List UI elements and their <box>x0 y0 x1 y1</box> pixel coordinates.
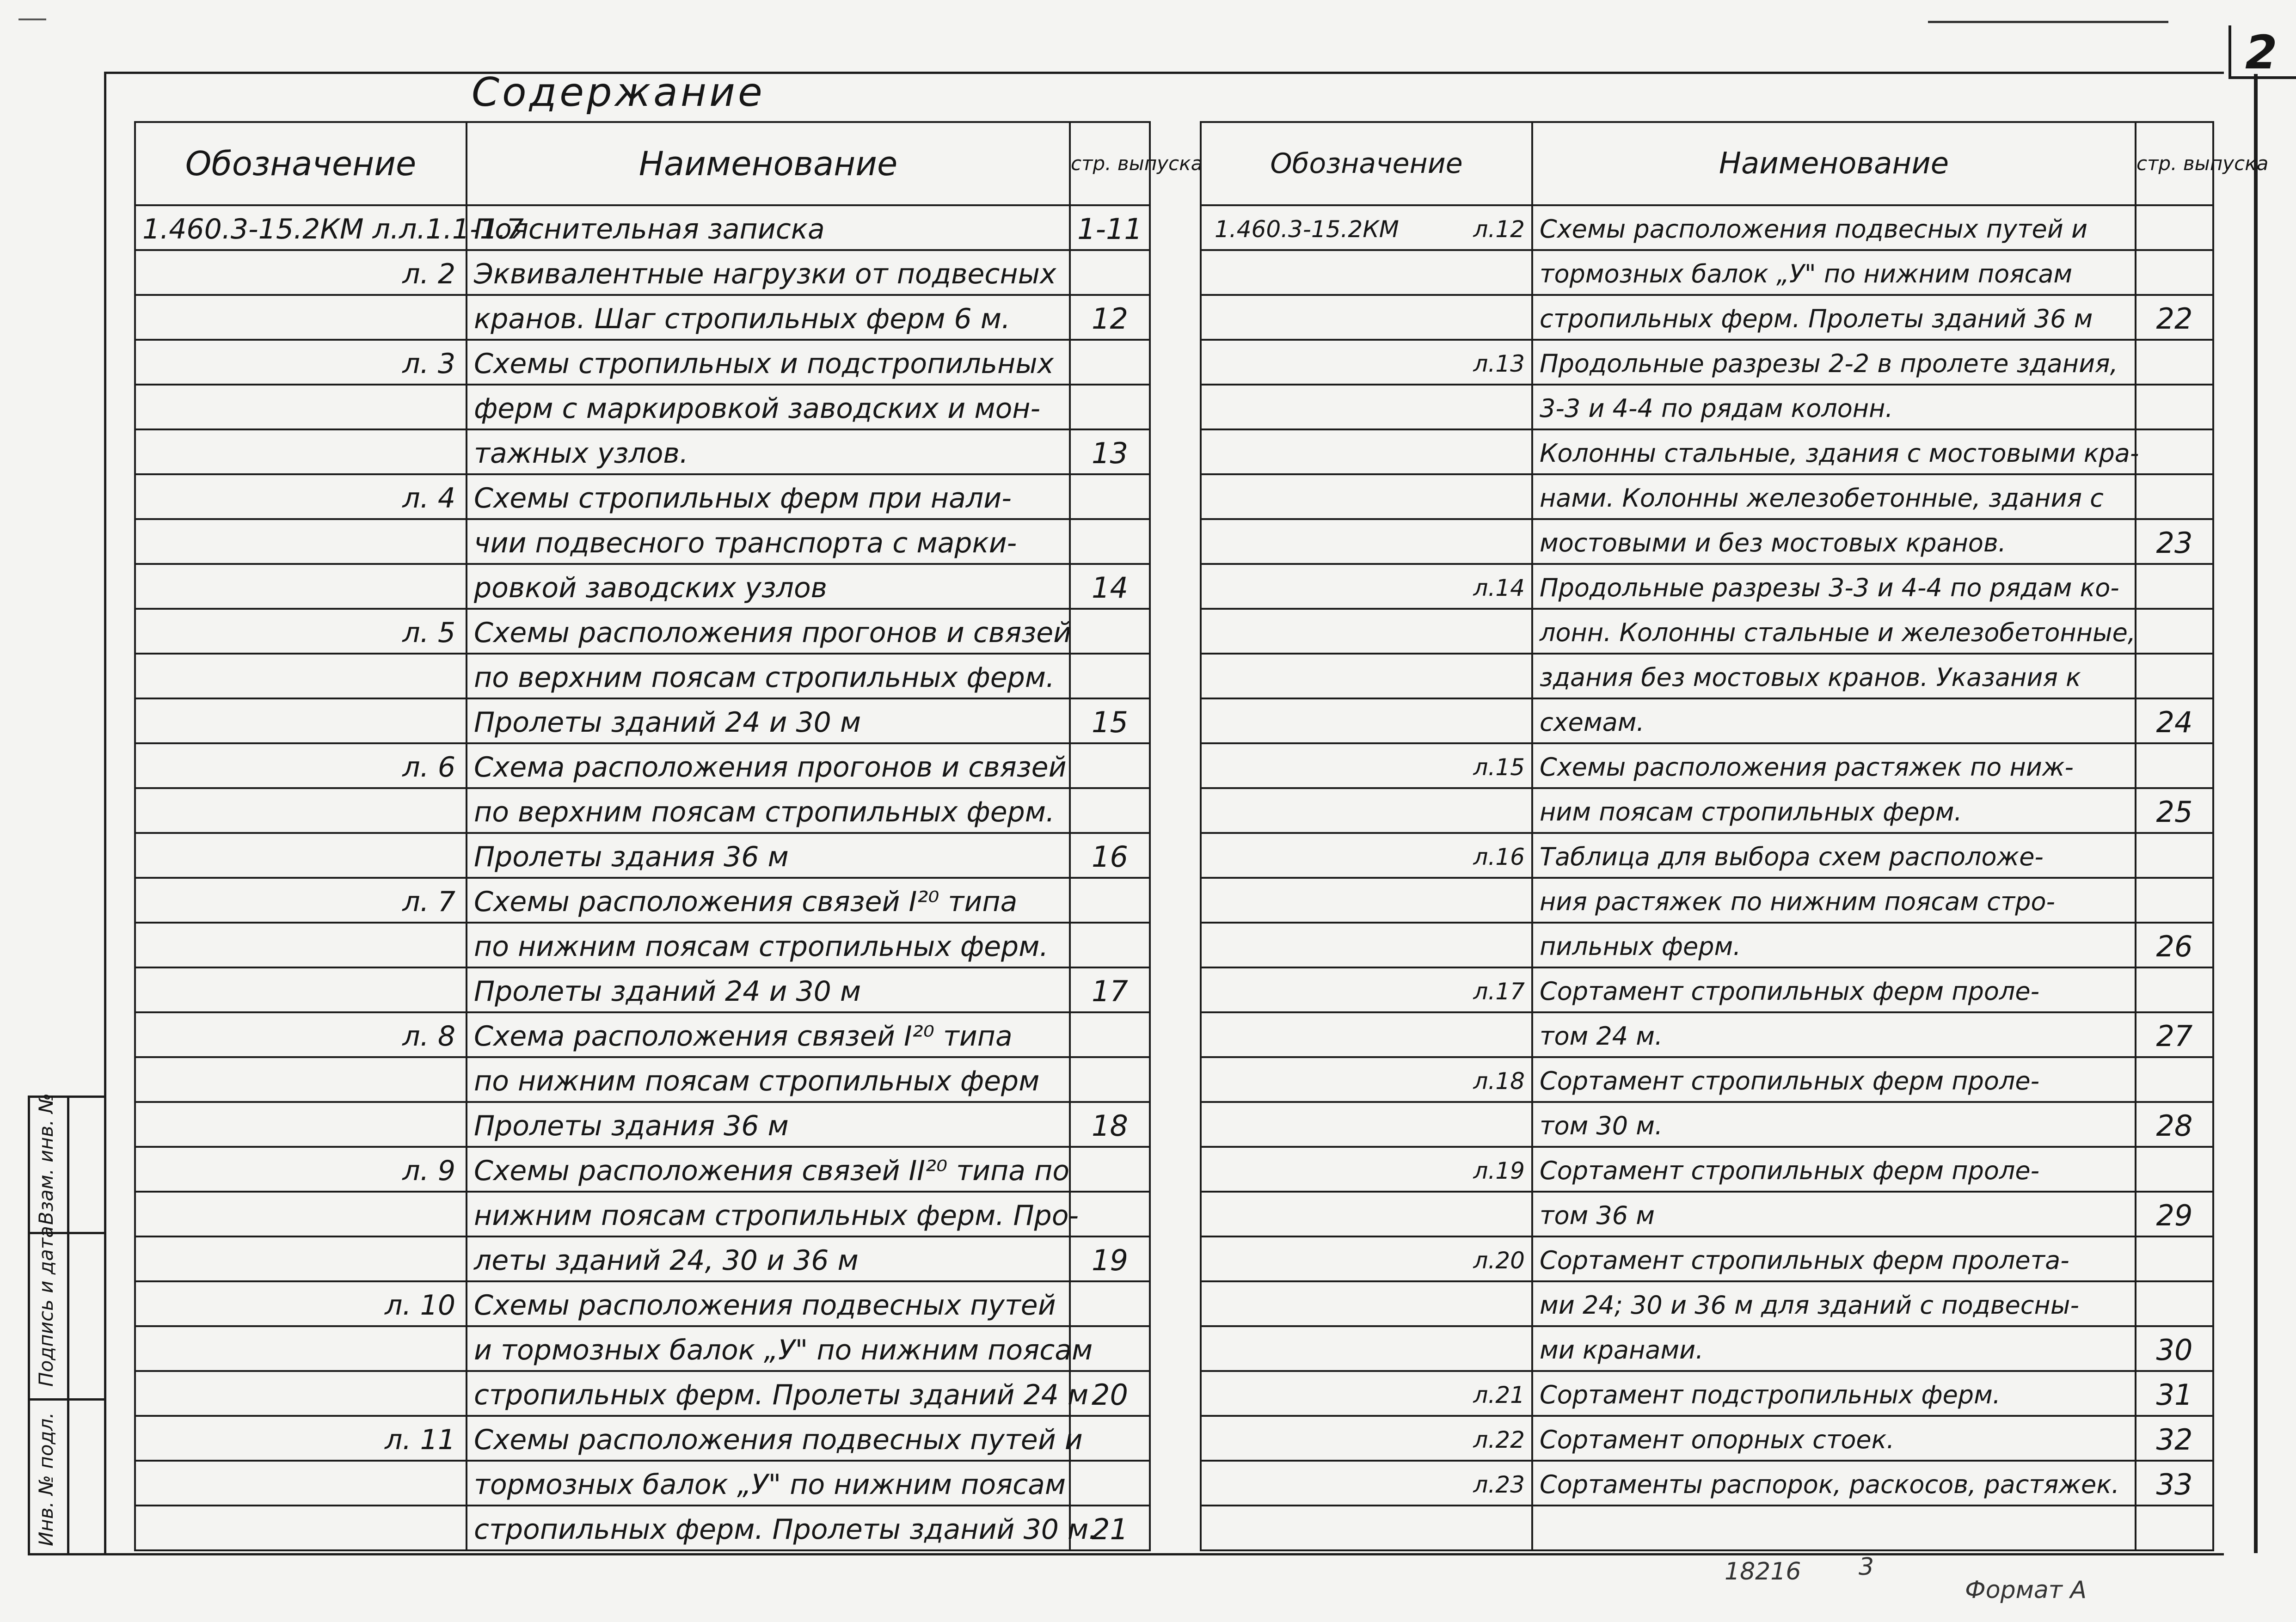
table-row <box>1201 295 2213 340</box>
row-name: ми кранами. <box>1540 1335 1704 1365</box>
row-name: Сортамент подстропильных ферм. <box>1540 1380 2001 1409</box>
row-designation-cell <box>1202 1241 1531 1280</box>
row-name: ми 24; 30 и 36 м для зданий с подвесны- <box>1540 1291 2079 1320</box>
table-row <box>1201 250 2213 295</box>
row-name: Пролеты здания 36 м <box>474 841 789 873</box>
stamp-sign-date: Подпись и дата <box>35 1226 57 1387</box>
table-row <box>135 788 1150 833</box>
table-row <box>135 923 1150 967</box>
table-row <box>135 1012 1150 1057</box>
table-row <box>1201 1147 2213 1192</box>
table-row <box>135 295 1150 340</box>
table-row <box>1201 564 2213 609</box>
stamp-replaces-inv: Взам. инв. № <box>35 1093 57 1225</box>
row-page: 18 <box>1092 1109 1128 1143</box>
row-page: 32 <box>2156 1423 2193 1457</box>
row-name: лонн. Колонны стальные и железобетонные, <box>1540 618 2136 647</box>
row-designation-cell <box>1202 747 1531 787</box>
row-name: ферм с маркировкой заводских и мон- <box>474 392 1041 425</box>
row-name: Сортамент стропильных ферм проле- <box>1540 977 2040 1006</box>
row-name: стропильных ферм. Пролеты зданий 24 м <box>474 1379 1089 1411</box>
row-name: и тормозных балок „У" по нижним поясам <box>474 1334 1093 1366</box>
row-page: 19 <box>1092 1243 1128 1277</box>
row-sheet: л.22 <box>1473 1426 1525 1453</box>
row-page: 12 <box>1092 302 1128 336</box>
table-row <box>1201 1416 2213 1461</box>
row-name: Пролеты здания 36 м <box>474 1110 789 1142</box>
sheet-number-box <box>2228 25 2296 79</box>
row-name: стропильных ферм. Пролеты зданий 36 м <box>1540 304 2093 333</box>
row-name: пильных ферм. <box>1540 932 1741 961</box>
row-page: 33 <box>2156 1468 2193 1501</box>
table-row <box>1201 698 2213 743</box>
row-sheet: л.21 <box>1473 1382 1525 1408</box>
row-designation: л. 9 <box>402 1155 455 1187</box>
table-row <box>1201 1057 2213 1102</box>
row-name: леты зданий 24, 30 и 36 м <box>474 1244 859 1277</box>
row-name: схемам. <box>1540 708 1645 737</box>
header-page: стр. выпуска <box>1070 122 1150 205</box>
row-page: 20 <box>1092 1378 1128 1412</box>
top-rule-left <box>18 18 46 20</box>
row-sheet: л.12 <box>1473 216 1525 243</box>
row-designation-cell <box>1202 1375 1531 1415</box>
row-sheet: л.18 <box>1473 1068 1525 1095</box>
row-name: Схемы расположения подвесных путей <box>474 1289 1056 1322</box>
row-name: мостовыми и без мостовых кранов. <box>1540 528 2006 557</box>
row-designation: л. 4 <box>402 482 455 514</box>
right-contents-table <box>1200 121 2269 1551</box>
row-designation-cell <box>1202 209 1531 249</box>
row-name: Эквивалентные нагрузки от подвесных <box>474 258 1056 290</box>
row-name: нами. Колонны железобетонные, здания с <box>1540 484 2104 513</box>
row-page: 25 <box>2156 795 2193 829</box>
table-row <box>1201 923 2213 967</box>
row-name: Пролеты зданий 24 и 30 м <box>474 706 861 739</box>
table-row <box>135 1326 1150 1371</box>
row-name: стропильных ферм. Пролеты зданий 30 м. <box>474 1513 1098 1546</box>
row-name: Продольные разрезы 3-3 и 4-4 по рядам ко- <box>1540 573 2119 602</box>
table-row <box>1201 519 2213 564</box>
table-row <box>1201 1506 2213 1550</box>
row-page: 17 <box>1092 974 1128 1008</box>
row-sheet: л.17 <box>1473 978 1525 1005</box>
table-row <box>1201 743 2213 788</box>
row-name: здания без мостовых кранов. Указания к <box>1540 663 2081 692</box>
table-row <box>1201 429 2213 474</box>
table-row <box>1201 609 2213 654</box>
table-row <box>135 340 1150 385</box>
table-row <box>135 1057 1150 1102</box>
table-row <box>135 1236 1150 1281</box>
footer-sheet: 3 <box>1859 1553 1874 1581</box>
row-designation-cell <box>1202 568 1531 608</box>
table-row <box>1201 1326 2213 1371</box>
row-designation: л. 8 <box>402 1020 455 1053</box>
stamp-inv-original: Инв. № подл. <box>35 1412 57 1546</box>
row-name: Схема расположения связей I²⁰ типа <box>474 1020 1013 1053</box>
row-designation-cell <box>1202 344 1531 384</box>
table-row <box>135 1506 1150 1550</box>
row-name: Схемы расположения прогонов и связей <box>474 617 1072 649</box>
row-designation-cell <box>1202 1061 1531 1101</box>
table-row <box>135 1102 1150 1147</box>
table-row <box>135 1461 1150 1506</box>
table-row <box>1201 1192 2213 1236</box>
table-row <box>135 1147 1150 1192</box>
table-row <box>135 743 1150 788</box>
row-name: Сортамент стропильных ферм проле- <box>1540 1156 2040 1185</box>
table-row <box>135 967 1150 1012</box>
left-header-row <box>135 122 1150 205</box>
table-row <box>135 654 1150 698</box>
row-sheet: л.23 <box>1473 1471 1525 1498</box>
row-name: Схема расположения прогонов и связей <box>474 751 1067 783</box>
row-designation-cell <box>1202 1465 1531 1505</box>
left-contents-table <box>134 121 1203 1551</box>
table-row <box>1201 788 2213 833</box>
row-page: 26 <box>2156 930 2193 963</box>
row-name: чии подвесного транспорта с марки- <box>474 527 1017 559</box>
row-name: Таблица для выбора схем расположе- <box>1540 842 2044 871</box>
header-page: стр. выпуска <box>2136 122 2213 205</box>
table-row <box>135 1371 1150 1416</box>
table-row <box>135 564 1150 609</box>
row-designation: л. 2 <box>402 258 455 290</box>
row-name: том 30 м. <box>1540 1111 1663 1140</box>
row-designation-cell <box>1202 972 1531 1011</box>
table-row <box>1201 878 2213 923</box>
row-name: Сортамент стропильных ферм пролета- <box>1540 1246 2069 1275</box>
row-page: 15 <box>1092 705 1128 739</box>
table-row <box>1201 1012 2213 1057</box>
row-name: тажных узлов. <box>474 437 688 470</box>
table-row <box>1201 1371 2213 1416</box>
row-name: Схемы расположения связей II²⁰ типа по <box>474 1155 1070 1187</box>
row-name: Схемы расположения подвесных путей и <box>474 1424 1083 1456</box>
table-row <box>1201 967 2213 1012</box>
row-designation: л. 3 <box>402 348 455 380</box>
row-name: кранов. Шаг стропильных ферм 6 м. <box>474 303 1011 335</box>
row-page: 14 <box>1092 571 1128 605</box>
row-designation-cell <box>1202 1420 1531 1460</box>
row-name: по верхним поясам стропильных ферм. <box>474 661 1055 694</box>
row-designation: л. 10 <box>385 1289 455 1322</box>
table-row <box>1201 654 2213 698</box>
table-row <box>135 429 1150 474</box>
row-designation: л. 6 <box>402 751 455 783</box>
row-name: 3-3 и 4-4 по рядам колонн. <box>1540 394 1893 423</box>
row-designation: л. 5 <box>402 617 455 649</box>
row-sheet: л.19 <box>1473 1157 1525 1184</box>
row-name: нижним поясам стропильных ферм. Про- <box>474 1200 1079 1232</box>
row-designation: 1.460.3-15.2КМ л.л.1.1-1.7 <box>142 213 524 245</box>
table-row <box>1201 1281 2213 1326</box>
row-page: 1-11 <box>1077 212 1142 246</box>
row-sheet: л.16 <box>1473 844 1525 870</box>
table-row <box>135 878 1150 923</box>
footer-number: 18216 <box>1725 1558 1801 1585</box>
row-name: Схемы расположения растяжек по ниж- <box>1540 753 2074 782</box>
row-designation: л. 11 <box>385 1424 455 1456</box>
row-name: ровкой заводских узлов <box>474 572 828 604</box>
row-page: 23 <box>2156 526 2193 560</box>
row-name: Схемы расположения связей I²⁰ типа <box>474 886 1018 918</box>
row-name: тормозных балок „У" по нижним поясам <box>1540 259 2073 288</box>
table-row <box>1201 1236 2213 1281</box>
row-page: 22 <box>2156 302 2193 336</box>
row-name: Сортамент стропильных ферм проле- <box>1540 1066 2040 1096</box>
row-page: 28 <box>2156 1109 2193 1143</box>
row-designation: 1.460.3-15.2КМ <box>1215 216 1399 243</box>
table-row <box>135 609 1150 654</box>
table-row <box>135 833 1150 878</box>
sheet-number: 2 <box>2245 25 2278 80</box>
row-name: тормозных балок „У" по нижним поясам <box>474 1469 1066 1501</box>
table-row <box>1201 205 2213 250</box>
table-row <box>1201 1102 2213 1147</box>
row-sheet: л.15 <box>1473 754 1525 781</box>
header-name: Наименование <box>467 122 1070 205</box>
header-name: Наименование <box>1532 122 2136 205</box>
row-name: Сортаменты распорок, раскосов, растяжек. <box>1540 1470 2119 1499</box>
row-name: том 36 м <box>1540 1201 1655 1230</box>
footer-format: Формат А <box>1965 1576 2087 1604</box>
row-name: по нижним поясам стропильных ферм. <box>474 930 1049 963</box>
row-name: Продольные разрезы 2-2 в пролете здания, <box>1540 349 2118 378</box>
row-page: 24 <box>2156 705 2193 739</box>
frame-right-edge <box>2254 74 2258 1553</box>
table-row <box>135 385 1150 429</box>
top-rule-right <box>1928 21 2168 23</box>
table-row <box>1201 340 2213 385</box>
row-name: Пролеты зданий 24 и 30 м <box>474 975 861 1008</box>
header-designation: Обозначение <box>1201 122 1532 205</box>
table-row <box>135 1192 1150 1236</box>
table-row <box>1201 474 2213 519</box>
row-name: по нижним поясам стропильных ферм <box>474 1065 1040 1097</box>
row-name: Схемы стропильных и подстропильных <box>474 348 1054 380</box>
row-name: Сортамент опорных стоек. <box>1540 1425 1895 1454</box>
row-name: Пояснительная записка <box>474 213 825 245</box>
row-page: 13 <box>1092 436 1128 470</box>
row-name: по верхним поясам стропильных ферм. <box>474 796 1055 828</box>
right-header-row <box>1201 122 2213 205</box>
header-designation: Обозначение <box>135 122 467 205</box>
table-row <box>135 250 1150 295</box>
row-page: 31 <box>2156 1378 2193 1412</box>
table-row <box>1201 1461 2213 1506</box>
row-name: Схемы стропильных ферм при нали- <box>474 482 1012 514</box>
row-name: Колонны стальные, здания с мостовыми кра- <box>1540 439 2139 468</box>
row-page: 27 <box>2156 1019 2193 1053</box>
table-row <box>1201 833 2213 878</box>
row-name: том 24 м. <box>1540 1022 1663 1051</box>
row-page: 30 <box>2156 1333 2193 1367</box>
table-row <box>135 1281 1150 1326</box>
row-designation-cell <box>1202 837 1531 877</box>
table-row <box>135 205 1150 250</box>
table-row <box>135 519 1150 564</box>
table-row <box>135 1416 1150 1461</box>
row-page: 16 <box>1092 840 1128 874</box>
row-name: ния растяжек по нижним поясам стро- <box>1540 887 2056 916</box>
row-page: 29 <box>2156 1199 2193 1232</box>
page-title: Содержание <box>472 69 765 116</box>
row-name: Схемы расположения подвесных путей и <box>1540 214 2088 244</box>
row-designation: л. 7 <box>402 886 455 918</box>
table-row <box>135 698 1150 743</box>
table-row <box>1201 385 2213 429</box>
table-row <box>135 474 1150 519</box>
row-sheet: л.14 <box>1473 575 1525 601</box>
row-designation-cell <box>1202 1151 1531 1191</box>
row-name: ним поясам стропильных ферм. <box>1540 797 1962 826</box>
row-sheet: л.13 <box>1473 350 1525 377</box>
row-page: 21 <box>1092 1512 1128 1546</box>
row-sheet: л.20 <box>1473 1247 1525 1274</box>
